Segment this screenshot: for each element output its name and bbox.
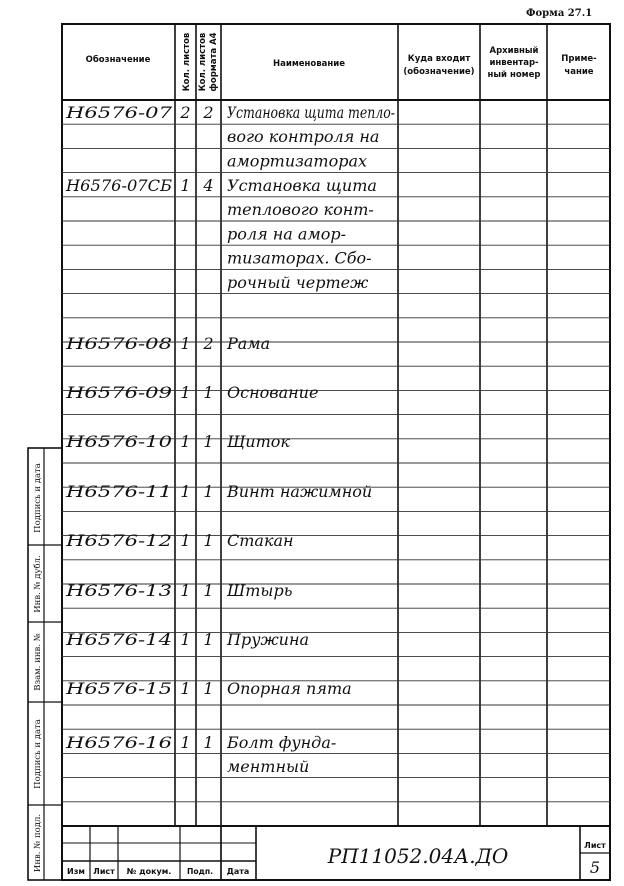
row-designation: Н6576-16 [64, 733, 172, 752]
title-block-signature: Подп. [187, 867, 213, 876]
header-note-line2: чание [564, 67, 594, 77]
row-name-line: Основание [227, 383, 319, 402]
row-name-line: Установка щита тепло- [227, 103, 395, 122]
row-designation: Н6576-15 [64, 679, 172, 698]
row-name-line: Щиток [227, 432, 290, 451]
row-sheets-count: 1 [180, 733, 191, 752]
row-name-line: Пружина [227, 630, 310, 649]
row-a4-count: 1 [203, 679, 214, 698]
row-a4-count: 2 [203, 334, 214, 353]
header-archive-line1: Архивный [489, 46, 539, 56]
row-sheets-count: 1 [180, 531, 191, 550]
row-name-line: амортизаторах [227, 151, 368, 171]
side-label-orig-inv: Инв. № подл. [33, 813, 43, 873]
title-block-date: Дата [226, 867, 250, 876]
row-name-line: роля на амор- [227, 224, 346, 244]
row-a4-count: 2 [203, 103, 214, 122]
row-name-line: Штырь [227, 581, 293, 600]
row-designation: Н6576-10 [64, 432, 172, 451]
form-label: Форма 27.1 [526, 8, 593, 19]
row-designation: Н6576-11 [64, 482, 172, 501]
row-name-line: Опорная пята [227, 679, 352, 698]
header-a4-line1: Кол. листов [198, 32, 208, 92]
title-block-change: Изм [67, 867, 85, 876]
row-designation: Н6576-13 [64, 581, 172, 600]
row-designation: Н6576-07СБ [64, 176, 173, 195]
row-name-line: теплового конт- [227, 200, 374, 220]
row-name-line: тизаторах. Сбо- [227, 248, 372, 268]
header-name: Наименование [273, 59, 345, 69]
side-label-replaced-inv: Взам. инв. № [33, 633, 43, 691]
header-sheets-count: Кол. листов [182, 32, 192, 92]
sheet-number: 5 [589, 858, 601, 877]
row-a4-count: 1 [203, 383, 214, 402]
row-a4-count: 1 [203, 581, 214, 600]
row-name-line: Установка щита [227, 176, 377, 195]
header-note-line1: Приме- [561, 54, 597, 64]
row-sheets-count: 1 [180, 482, 191, 501]
header-where-used-line2: (обозначение) [403, 67, 475, 77]
row-sheets-count: 1 [180, 334, 191, 353]
row-sheets-count: 1 [180, 581, 191, 600]
row-name-line: Стакан [227, 531, 294, 550]
side-label-signature-date-top: Подпись и дата [33, 463, 43, 533]
document-code: РП11052.04А.ДО [327, 844, 509, 868]
row-name-line: Винт нажимной [227, 482, 373, 501]
row-sheets-count: 1 [180, 176, 191, 195]
title-block-sheet: Лист [93, 867, 115, 876]
header-archive-line2: инвентар- [489, 58, 539, 68]
row-a4-count: 1 [203, 733, 214, 752]
row-designation: Н6576-08 [64, 334, 172, 353]
row-designation: Н6576-14 [64, 630, 172, 649]
row-name-line: Болт фунда- [227, 733, 337, 752]
row-sheets-count: 1 [180, 630, 191, 649]
title-block-doc-no: № докум. [126, 867, 172, 876]
header-where-used-line1: Куда входит [407, 54, 471, 64]
row-name-line: рочный чертеж [227, 272, 369, 292]
side-label-signature-date-bottom: Подпись и дата [33, 719, 43, 789]
row-a4-count: 1 [203, 482, 214, 501]
row-a4-count: 1 [203, 432, 214, 451]
row-designation: Н6576-09 [64, 383, 172, 402]
header-archive-line3: ный номер [487, 70, 541, 80]
side-label-dup-inv: Инв. № дубл. [33, 555, 43, 613]
header-a4-line2: формата А4 [209, 32, 219, 92]
row-sheets-count: 1 [180, 432, 191, 451]
row-name-line: Рама [227, 334, 271, 353]
row-a4-count: 4 [203, 176, 214, 195]
row-name-line: вого контроля на [227, 127, 380, 147]
row-name-line: ментный [227, 757, 310, 777]
row-designation: Н6576-07 [64, 103, 174, 122]
title-block-sheet-label: Лист [584, 841, 606, 850]
row-sheets-count: 2 [180, 103, 191, 122]
row-sheets-count: 1 [180, 383, 191, 402]
row-sheets-count: 1 [180, 679, 191, 698]
table-entries [65, 103, 395, 776]
row-designation: Н6576-12 [64, 531, 172, 550]
row-a4-count: 1 [203, 630, 214, 649]
header-designation: Обозначение [85, 55, 151, 65]
row-a4-count: 1 [203, 531, 214, 550]
